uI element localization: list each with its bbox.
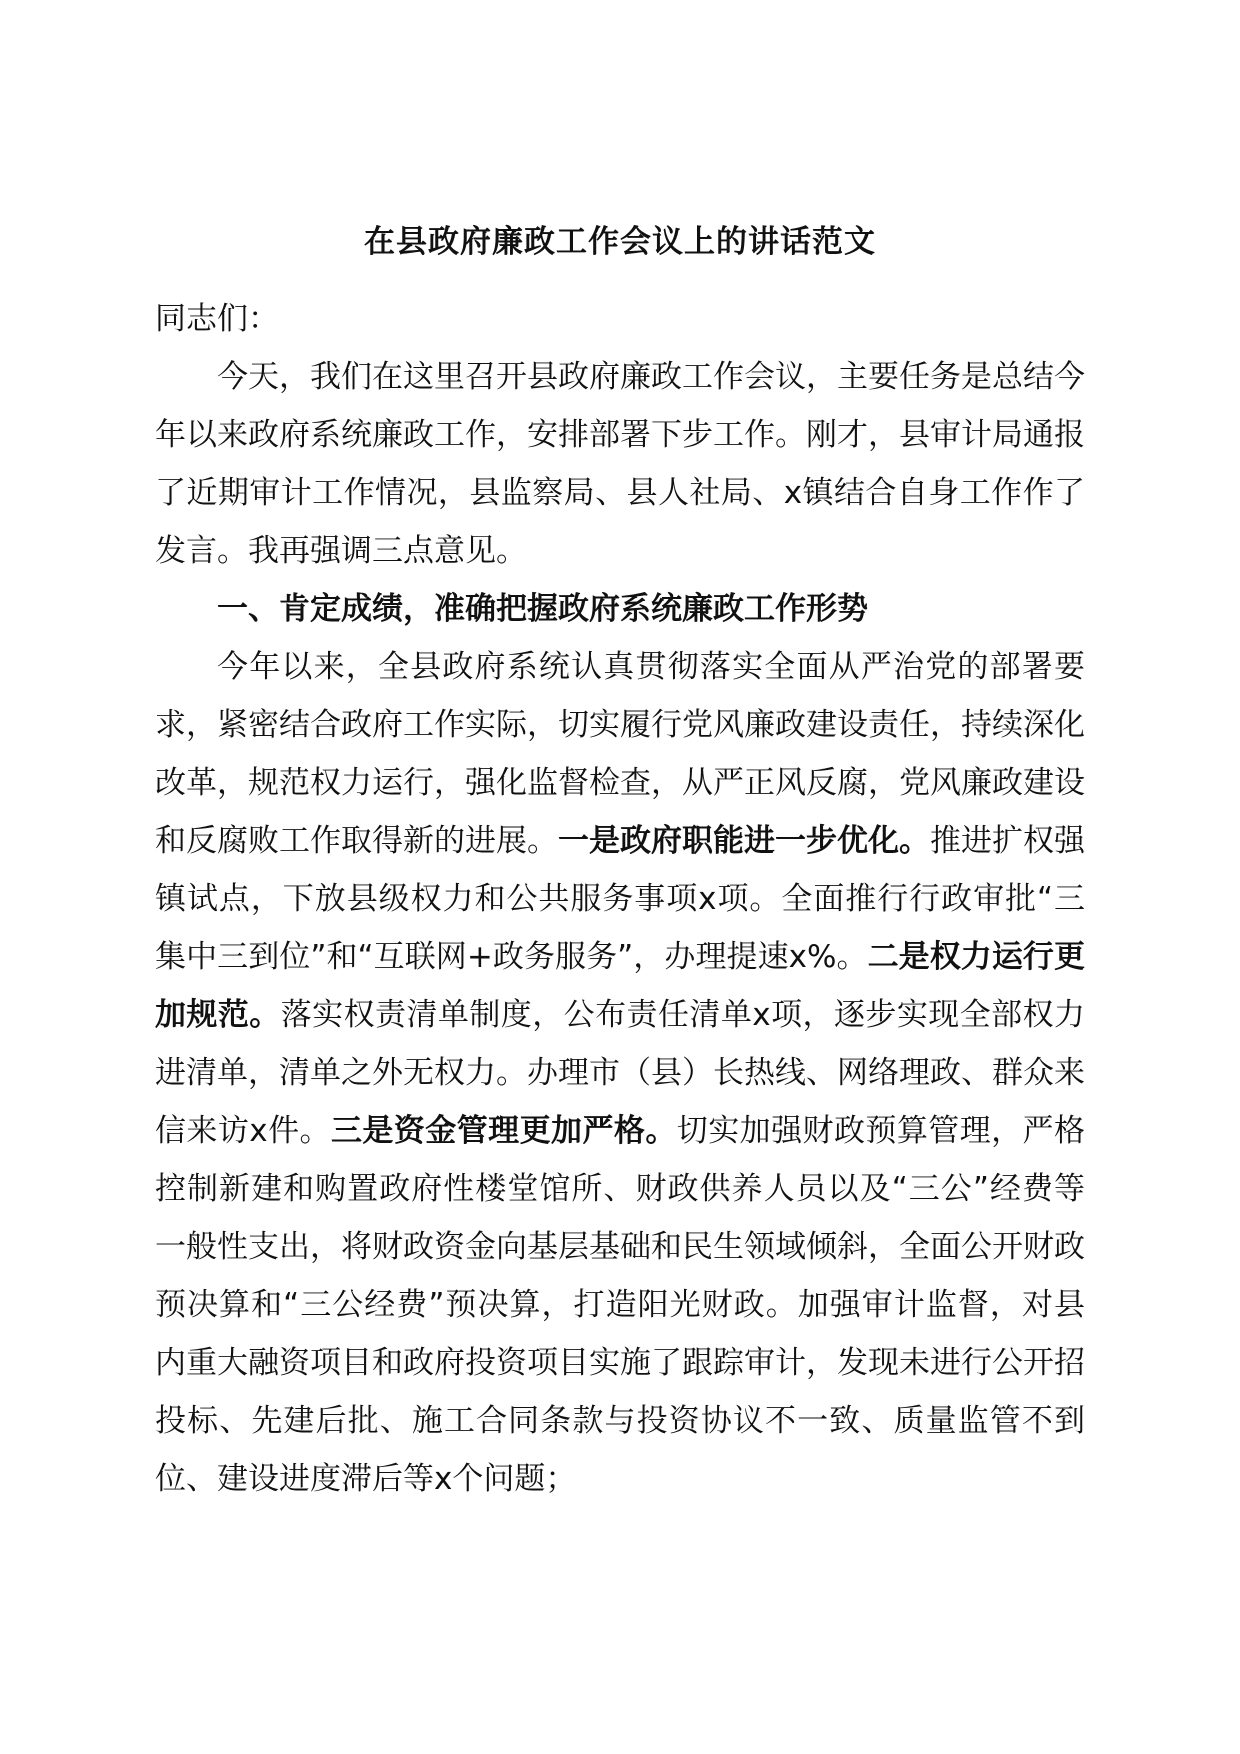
point-2-text: 落实权责清单制度，公布责任清单x项，逐步实现全部权力进清单，清单之外无权力。办理市（县）长热线、网络理政、群众来信来访x件。 — [155, 997, 1086, 1149]
point-1-text: 推进扩权强镇试点，下放县级权力和公共服务事项x项。全面推行行政审批“三集中三到位”和“互联网+政务服务”，办理提速x%。 — [155, 823, 1085, 975]
point-3-text: 切实加强财政预算管理，严格控制新建和购置政府性楼堂馆所、财政供养人员以及“三公”经费等一般性支出，将财政资金向基层基础和民生领域倾斜，全面公开财政预决算和“三公经费”预决算，打造阳光财政。加强审计监督，对县内重大融资项目和政府投资项目实施了跟踪审计，发现未进行公开招投标、先建后批、施工合同条款与投资协议不一致、质量监管不到位、建设进度滞后等x个问题； — [155, 1113, 1085, 1497]
document-title: 在县政府廉政工作会议上的讲话范文 — [364, 224, 876, 260]
point-2-title: 二是权力运行更加规范。 — [155, 939, 1085, 1033]
point-1-title: 一是政府职能进一步优化。 — [558, 823, 930, 859]
section-1-heading: 一、肯定成绩，准确把握政府系统廉政工作形势 — [217, 591, 868, 627]
document-page — [155, 212, 1085, 1508]
salutation: 同志们： — [155, 301, 279, 337]
section-1-paragraph — [155, 638, 1085, 1508]
section-1-lead: 今年以来，全县政府系统认真贯彻落实全面从严治党的部署要求，紧密结合政府工作实际，切实履行党风廉政建设责任，持续深化改革，规范权力运行，强化监督检查，从严正风反腐，党风廉政建设和反腐败工作取得新的进展。 — [155, 649, 1085, 859]
point-3-title: 三是资金管理更加严格。 — [330, 1113, 677, 1149]
intro-paragraph: 今天，我们在这里召开县政府廉政工作会议，主要任务是总结今年以来政府系统廉政工作，安排部署下步工作。刚才，县审计局通报了近期审计工作情况，县监察局、县人社局、x镇结合自身工作作了发言。我再强调三点意见。 — [155, 359, 1085, 569]
